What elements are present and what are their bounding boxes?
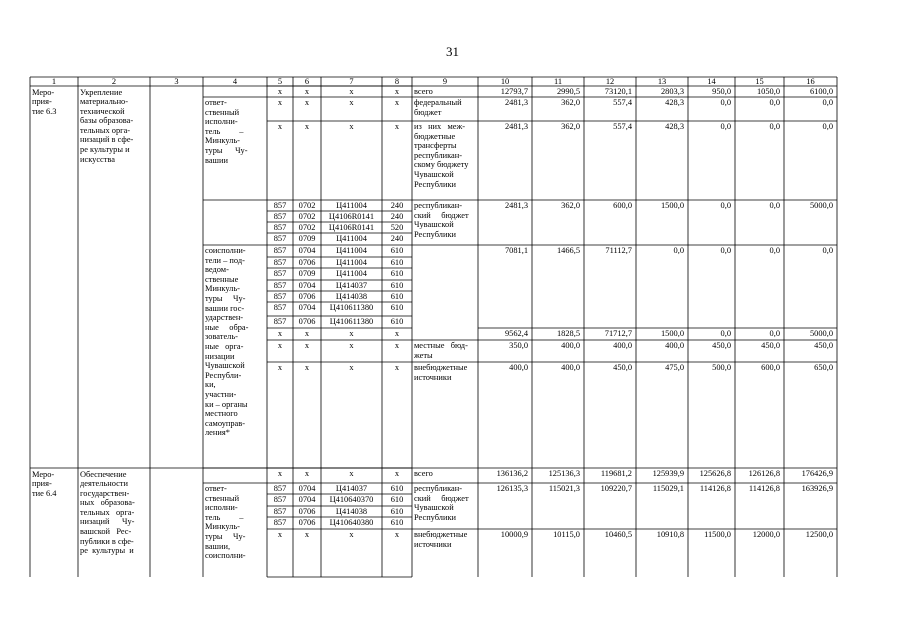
value-cell: 475,0	[665, 362, 684, 372]
value-cell: 2990,5	[556, 86, 580, 96]
value-cell: 0,0	[822, 97, 833, 107]
source-total: всего	[414, 87, 433, 96]
measure-6-4-name: Обеспечение деятельности государствен- ных образова- тельных орга- низаций Чу- вашской Рес- публики в сфе- ре культуры и	[80, 469, 135, 556]
value-cell: 500,0	[712, 362, 731, 372]
code-cell: x	[394, 468, 400, 478]
code-cell: x	[277, 340, 283, 350]
value-cell: 0,0	[769, 328, 780, 338]
value-cell: 7081,1	[504, 245, 528, 255]
source-republic: республикан- ский бюджет Чувашской Республики	[414, 201, 469, 239]
code-cell: Ц410640380	[329, 517, 374, 527]
value-cell: 115029,1	[652, 483, 684, 493]
measure-6-4-label: Меро- прия- тие 6.4	[32, 469, 57, 498]
value-cell: 114126,8	[748, 483, 780, 493]
value-cell: 400,0	[613, 340, 632, 350]
value-cell: 0,0	[673, 245, 684, 255]
code-cell: 0704	[298, 483, 316, 493]
value-cell: 450,0	[613, 362, 632, 372]
value-cell: 119681,2	[600, 468, 632, 478]
code-cell: x	[304, 529, 310, 539]
value-cell: 176426,9	[801, 468, 833, 478]
code-cell: 610	[390, 302, 404, 312]
code-cell: 0706	[298, 257, 316, 267]
code-cell: Ц4106R0141	[328, 211, 375, 221]
code-cell: x	[277, 97, 283, 107]
value-cell: 1466,5	[556, 245, 580, 255]
code-cell: 0704	[298, 245, 316, 255]
value-cell: 10000,9	[500, 529, 528, 539]
value-cell: 1050,0	[756, 86, 780, 96]
value-cell: 2481,3	[504, 200, 528, 210]
code-cell: x	[277, 468, 283, 478]
source-extra: внебюджетные источники	[414, 363, 468, 382]
value-cell: 126126,8	[748, 468, 780, 478]
value-cell: 71712,7	[604, 328, 632, 338]
value-cell: 109220,7	[600, 483, 632, 493]
code-cell: x	[394, 121, 400, 131]
code-cell: 0706	[298, 316, 316, 326]
code-cell: 857	[273, 316, 287, 326]
code-cell: x	[277, 121, 283, 131]
value-cell: 10115,0	[553, 529, 580, 539]
code-cell: 857	[273, 268, 287, 278]
code-cell: 857	[273, 280, 287, 290]
code-cell: 857	[273, 494, 287, 504]
code-cell: x	[277, 328, 283, 338]
source-republic: республикан- ский бюджет Чувашской Республики	[414, 484, 469, 522]
code-cell: 857	[273, 291, 287, 301]
value-cell: 136136,2	[496, 468, 528, 478]
value-cell: 400,0	[509, 362, 528, 372]
value-cell: 557,4	[613, 97, 632, 107]
code-cell: x	[349, 468, 354, 478]
value-cell: 650,0	[814, 362, 833, 372]
value-cell: 0,0	[720, 200, 731, 210]
code-cell: x	[394, 86, 400, 96]
value-cell: 10460,5	[604, 529, 632, 539]
value-cell: 71112,7	[605, 245, 632, 255]
code-cell: Ц410611380	[329, 316, 374, 326]
code-cell: 0704	[298, 302, 316, 312]
code-cell: 610	[390, 257, 404, 267]
header-cell-14: 14	[707, 78, 716, 86]
code-cell: 857	[273, 245, 287, 255]
code-cell: Ц411004	[336, 200, 367, 210]
code-cell: 610	[390, 494, 404, 504]
code-cell: 520	[390, 222, 404, 232]
code-cell: x	[394, 529, 400, 539]
code-cell: 610	[390, 316, 404, 326]
header-cell-7: 7	[349, 78, 354, 86]
code-cell: 857	[273, 257, 287, 267]
code-cell: Ц410640370	[329, 494, 374, 504]
value-cell: 125939,9	[652, 468, 684, 478]
code-cell: Ц411004	[336, 268, 367, 278]
code-cell: 0702	[298, 200, 316, 210]
value-cell: 350,0	[509, 340, 528, 350]
value-cell: 0,0	[720, 97, 731, 107]
code-cell: x	[394, 97, 400, 107]
page-number: 31	[446, 44, 459, 59]
code-cell: 0706	[298, 291, 316, 301]
value-cell: 0,0	[769, 97, 780, 107]
value-cell: 362,0	[561, 121, 580, 131]
measure-6-4-responsible: ответ- ственный исполни- тель – Минкуль- туры Чу- вашии, соисполни-	[205, 484, 246, 561]
code-cell: 240	[390, 233, 404, 243]
code-cell: x	[394, 362, 400, 372]
value-cell: 125626,8	[699, 468, 731, 478]
header-cell-1: 1	[51, 78, 57, 86]
measure-6-3-name: Укрепление материально- технической базы образова- тельных орга- низаций в сфе- ре культуры и искусства	[80, 87, 134, 164]
header-cell-10: 10	[500, 78, 510, 86]
value-cell: 1500,0	[660, 328, 684, 338]
header-cell-16: 16	[806, 78, 815, 86]
value-cell: 1500,0	[660, 200, 684, 210]
value-cell: 400,0	[561, 362, 580, 372]
value-cell: 2481,3	[504, 97, 528, 107]
code-cell: x	[349, 529, 354, 539]
code-cell: 610	[390, 268, 404, 278]
header-cell-4: 4	[232, 78, 238, 86]
code-cell: x	[349, 86, 354, 96]
source-transfers: из них меж- бюджетные трансферты республикан- скому бюджету Чувашской Республики	[414, 122, 469, 189]
header-cell-5: 5	[277, 78, 283, 86]
code-cell: x	[349, 97, 354, 107]
source-extra: внебюджетные источники	[414, 530, 468, 549]
value-cell: 125136,3	[548, 468, 580, 478]
code-cell: 610	[390, 517, 404, 527]
code-cell: x	[304, 121, 310, 131]
value-cell: 362,0	[561, 97, 580, 107]
code-cell: 240	[390, 211, 404, 221]
header-cell-2: 2	[111, 78, 117, 86]
value-cell: 2803,3	[660, 86, 684, 96]
measure-6-3-label: Меро- прия- тие 6.3	[32, 87, 57, 116]
code-cell: 0709	[298, 233, 316, 243]
code-cell: 857	[273, 483, 287, 493]
code-cell: Ц414038	[335, 506, 368, 516]
value-cell: 0,0	[720, 245, 731, 255]
value-cell: 9562,4	[504, 328, 528, 338]
code-cell: 610	[390, 291, 404, 301]
code-cell: Ц410611380	[329, 302, 374, 312]
header-cell-3: 3	[174, 78, 179, 86]
value-cell: 0,0	[769, 200, 780, 210]
code-cell: 0704	[298, 494, 316, 504]
code-cell: 857	[273, 200, 287, 210]
code-cell: 857	[273, 506, 287, 516]
code-cell: x	[394, 340, 400, 350]
value-cell: 126135,3	[496, 483, 528, 493]
code-cell: 0709	[298, 268, 316, 278]
value-cell: 0,0	[822, 245, 833, 255]
code-cell: 0704	[298, 280, 316, 290]
value-cell: 5000,0	[809, 328, 833, 338]
value-cell: 400,0	[561, 340, 580, 350]
value-cell: 12793,7	[500, 86, 528, 96]
code-cell: 857	[273, 222, 287, 232]
value-cell: 450,0	[712, 340, 731, 350]
value-cell: 950,0	[712, 86, 731, 96]
header-cell-6: 6	[304, 78, 310, 86]
value-cell: 163926,9	[801, 483, 833, 493]
header-cell-13: 13	[657, 78, 667, 86]
code-cell: x	[304, 86, 310, 96]
code-cell: 610	[390, 280, 404, 290]
code-cell: 857	[273, 302, 287, 312]
code-cell: x	[277, 362, 283, 372]
code-cell: Ц411004	[336, 245, 367, 255]
code-cell: 857	[273, 517, 287, 527]
code-cell: Ц414037	[335, 280, 368, 290]
value-cell: 600,0	[613, 200, 632, 210]
value-cell: 12000,0	[752, 529, 780, 539]
value-cell: 73120,1	[604, 86, 632, 96]
value-cell: 400,0	[665, 340, 684, 350]
code-cell: x	[304, 97, 310, 107]
value-cell: 0,0	[822, 121, 833, 131]
code-cell: x	[349, 340, 354, 350]
code-cell: x	[304, 328, 310, 338]
value-cell: 0,0	[720, 328, 731, 338]
header-cell-11: 11	[553, 78, 563, 86]
value-cell: 12500,0	[805, 529, 833, 539]
value-cell: 10910,8	[656, 529, 684, 539]
header-cell-15: 15	[755, 78, 764, 86]
value-cell: 428,3	[665, 97, 684, 107]
code-cell: x	[349, 328, 354, 338]
code-cell: x	[304, 468, 310, 478]
value-cell: 0,0	[769, 121, 780, 131]
code-cell: 857	[273, 233, 287, 243]
value-cell: 1828,5	[556, 328, 580, 338]
code-cell: x	[277, 86, 283, 96]
header-cell-9: 9	[442, 78, 448, 86]
code-cell: Ц411004	[336, 257, 367, 267]
code-cell: x	[304, 362, 310, 372]
source-federal: федеральный бюджет	[414, 98, 462, 117]
code-cell: 610	[390, 483, 404, 493]
code-cell: 610	[390, 245, 404, 255]
code-cell: 610	[390, 506, 404, 516]
code-cell: Ц4106R0141	[328, 222, 375, 232]
code-cell: 0706	[298, 506, 316, 516]
value-cell: 5000,0	[809, 200, 833, 210]
code-cell: 857	[273, 211, 287, 221]
value-cell: 362,0	[561, 200, 580, 210]
code-cell: Ц414038	[335, 291, 368, 301]
value-cell: 11500,0	[704, 529, 731, 539]
code-cell: Ц411004	[336, 233, 367, 243]
value-cell: 600,0	[761, 362, 780, 372]
measure-6-3-coexecutors: соисполни- тели – под- ведом- ственные Минкуль- туры Чу- вашии гос- ударствен- ные обра- зователь- ные орга- низации Чувашской Республи- ки, участни- ки – органы местного самоуправ- ления*	[205, 246, 249, 438]
code-cell: 0706	[298, 517, 316, 527]
value-cell: 2481,3	[504, 121, 528, 131]
code-cell: x	[349, 362, 354, 372]
source-total: всего	[414, 469, 433, 478]
code-cell: 0702	[298, 222, 316, 232]
value-cell: 114126,8	[699, 483, 731, 493]
value-cell: 557,4	[613, 121, 632, 131]
value-cell: 428,3	[665, 121, 684, 131]
code-cell: 240	[390, 200, 404, 210]
value-cell: 0,0	[720, 121, 731, 131]
code-cell: x	[277, 529, 283, 539]
value-cell: 450,0	[761, 340, 780, 350]
code-cell: Ц414037	[335, 483, 368, 493]
code-cell: 0702	[298, 211, 316, 221]
value-cell: 115021,3	[548, 483, 580, 493]
source-local: местные бюд- жеты	[414, 341, 468, 360]
value-cell: 0,0	[769, 245, 780, 255]
header-cell-12: 12	[605, 78, 615, 86]
header-cell-8: 8	[394, 78, 400, 86]
measure-6-3-responsible: ответ- ственный исполни- тель – Минкуль- туры Чу- вашии	[205, 98, 248, 165]
code-cell: x	[394, 328, 400, 338]
code-cell: x	[304, 340, 310, 350]
value-cell: 450,0	[814, 340, 833, 350]
value-cell: 6100,0	[809, 86, 833, 96]
code-cell: x	[349, 121, 354, 131]
